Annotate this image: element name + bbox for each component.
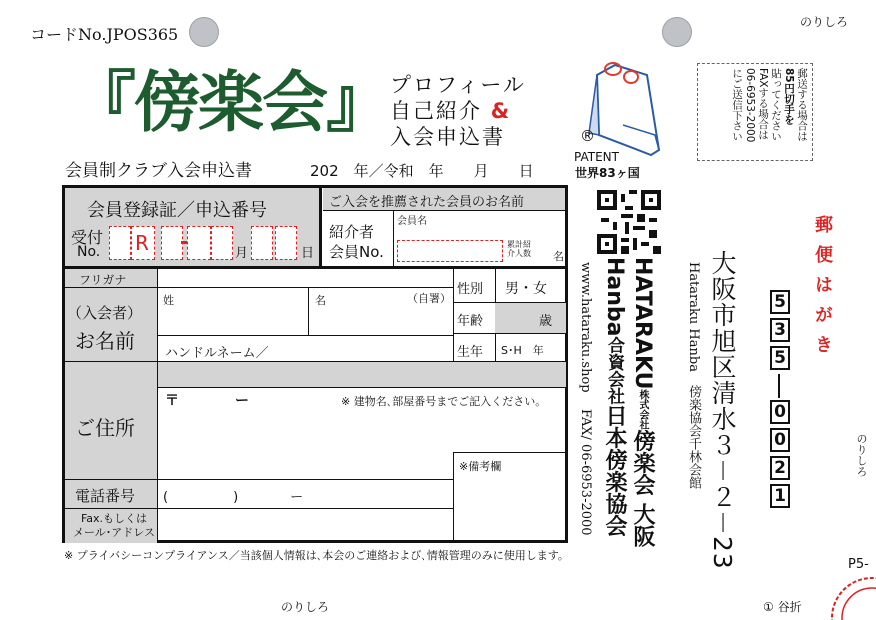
birth-label: 生年 [457,345,484,360]
postal-code-digit: 3 [770,318,790,342]
postal-code-separator [778,374,780,398]
reg-number-box[interactable] [131,226,155,260]
fax-email-line: Fax.もしくは [80,512,148,525]
name-label: お名前 [75,329,135,353]
registered-mark: ® [580,127,595,145]
phone-format: ( ) ー [163,490,304,505]
reg-day-box[interactable] [275,226,297,260]
stamp-notice-line: 貼ってください [770,68,782,142]
date-line: 202 年／令和 年 月 日 [310,162,534,180]
phone-label: 電話番号 [75,487,136,505]
reception-no-label: No. [77,244,101,260]
company-name-en: HATARAKU [630,257,655,390]
company-url[interactable]: www.hataraku.shop [578,262,593,393]
remarks-label: ※備考欄 [459,460,502,473]
age-value-cell [495,302,566,333]
birth-era: S･H 年 [501,344,544,357]
glue-margin-right: のりしろ [855,433,868,477]
subtitle-profile: プロフィール [390,73,526,97]
surname-label: 姓 [163,294,174,307]
reg-number-box[interactable] [211,226,233,260]
red-stamp-icon [826,572,876,620]
stamp-notice-box [697,63,813,161]
subtitle-self-intro [390,98,511,124]
reg-number-box[interactable] [109,226,131,260]
signature-label: （自署） [407,292,451,305]
company-line-url [575,262,595,535]
sex-options[interactable]: 男・女 [505,281,547,297]
referral-unit: 名 [553,250,564,263]
brand-logo: 『傍楽会』 [70,63,390,141]
applicant-label: （入会者） [67,304,143,322]
fax-email-line: メール･アドレス [73,526,155,539]
glue-margin-top: のりしろ [800,15,849,29]
punch-hole-right [662,17,692,47]
postal-mark: 〒 [165,393,179,409]
postal-code-digit: 5 [770,346,790,370]
punch-hole-left [189,17,219,47]
age-label: 年齢 [457,314,484,329]
furigana-label: フリガナ [79,273,127,287]
sex-label: 性別 [457,282,484,297]
month-label: 月 [235,246,249,261]
subtitle-self-intro-text: 自己紹介 [390,99,482,123]
address-top-strip [158,362,566,387]
application-form [62,185,568,543]
patent-countries: 世界83ヶ国 [575,166,640,180]
page-reference: P5- [848,557,869,572]
referral-count-line: 累計紹 [507,240,531,249]
qr-code[interactable] [597,190,661,254]
stamp-notice-line: 郵送する場合は [796,68,808,142]
privacy-note: ※ プライバシーコンプライアンス／当該個人情報は､本会のご連絡および､情報管理のみに使用します。 [64,549,569,562]
stamp-notice-line: 06-6953-2000 [744,68,756,143]
patent-label: PATENT [574,150,619,164]
company-hanba: Hanba [602,257,627,337]
postal-code-digit: 0 [770,428,790,452]
company-line-hanba [600,257,628,537]
registration-title: 会員登録証／申込番号 [87,200,267,221]
company-kabushiki: 株式会社 [637,389,648,430]
referral-count-line: 介人数 [507,249,531,258]
member-no-input[interactable] [397,240,503,262]
subtitle-application: 入会申込書 [390,125,505,149]
reg-number-box[interactable] [187,226,211,260]
member-name-label: 会員名 [397,216,427,227]
postal-code-digit: 0 [770,400,790,424]
postal-code-digit: 2 [770,456,790,480]
postal-dash: ー [235,393,249,409]
recommender-title: ご入会を推薦された会員のお名前 [329,195,525,210]
company-goshi: 合資会社 [604,336,624,405]
postcard-label: 郵便はがき [812,215,833,365]
day-label: 日 [301,246,315,261]
address-line-main: 大阪市旭区清水３－２－23 [708,250,737,570]
stamp-notice-line: FAXする場合は [757,68,769,140]
company-line-hataraku [628,257,656,547]
handle-name-label: ハンドルネーム／ [165,346,269,361]
address-line-sub: Hataraku Hanba 傍楽協会千林会館 [686,262,701,489]
stamp-notice-text [730,68,808,142]
reception-label: 受付 [71,228,104,247]
address-note: ※ 建物名､部屋番号までご記入ください。 [341,395,547,408]
ampersand: & [490,99,512,123]
given-name-label: 名 [315,294,326,307]
code-number: コードNo.JPOS365 [30,25,179,44]
reg-number-box[interactable] [161,226,183,260]
stamp-notice-line: 85円切手を [783,68,795,125]
referral-count-label [507,240,531,258]
postal-code-digit: 5 [770,290,790,314]
r-letter: R [135,231,149,255]
membership-title: 会員制クラブ入会申込書 [65,161,252,181]
introducer-label: 紹介者 [329,223,375,241]
fax-email-label [73,512,155,540]
fold-instruction: ① 谷折 [763,600,802,614]
postal-code-digit: 1 [770,484,790,508]
address-label: ご住所 [75,416,135,440]
company-name-jp2: 日本傍楽協会 [602,404,627,537]
stamp-notice-line: にご送信下さい [731,68,743,142]
company-name-jp: 傍楽会 大阪 [630,429,655,548]
company-fax: FAX/ 06-6953-2000 [578,408,593,536]
glue-margin-bottom: のりしろ [281,600,330,614]
age-unit: 歳 [539,314,553,329]
reg-day-box[interactable] [251,226,273,260]
member-no-label: 会員No. [329,243,384,261]
